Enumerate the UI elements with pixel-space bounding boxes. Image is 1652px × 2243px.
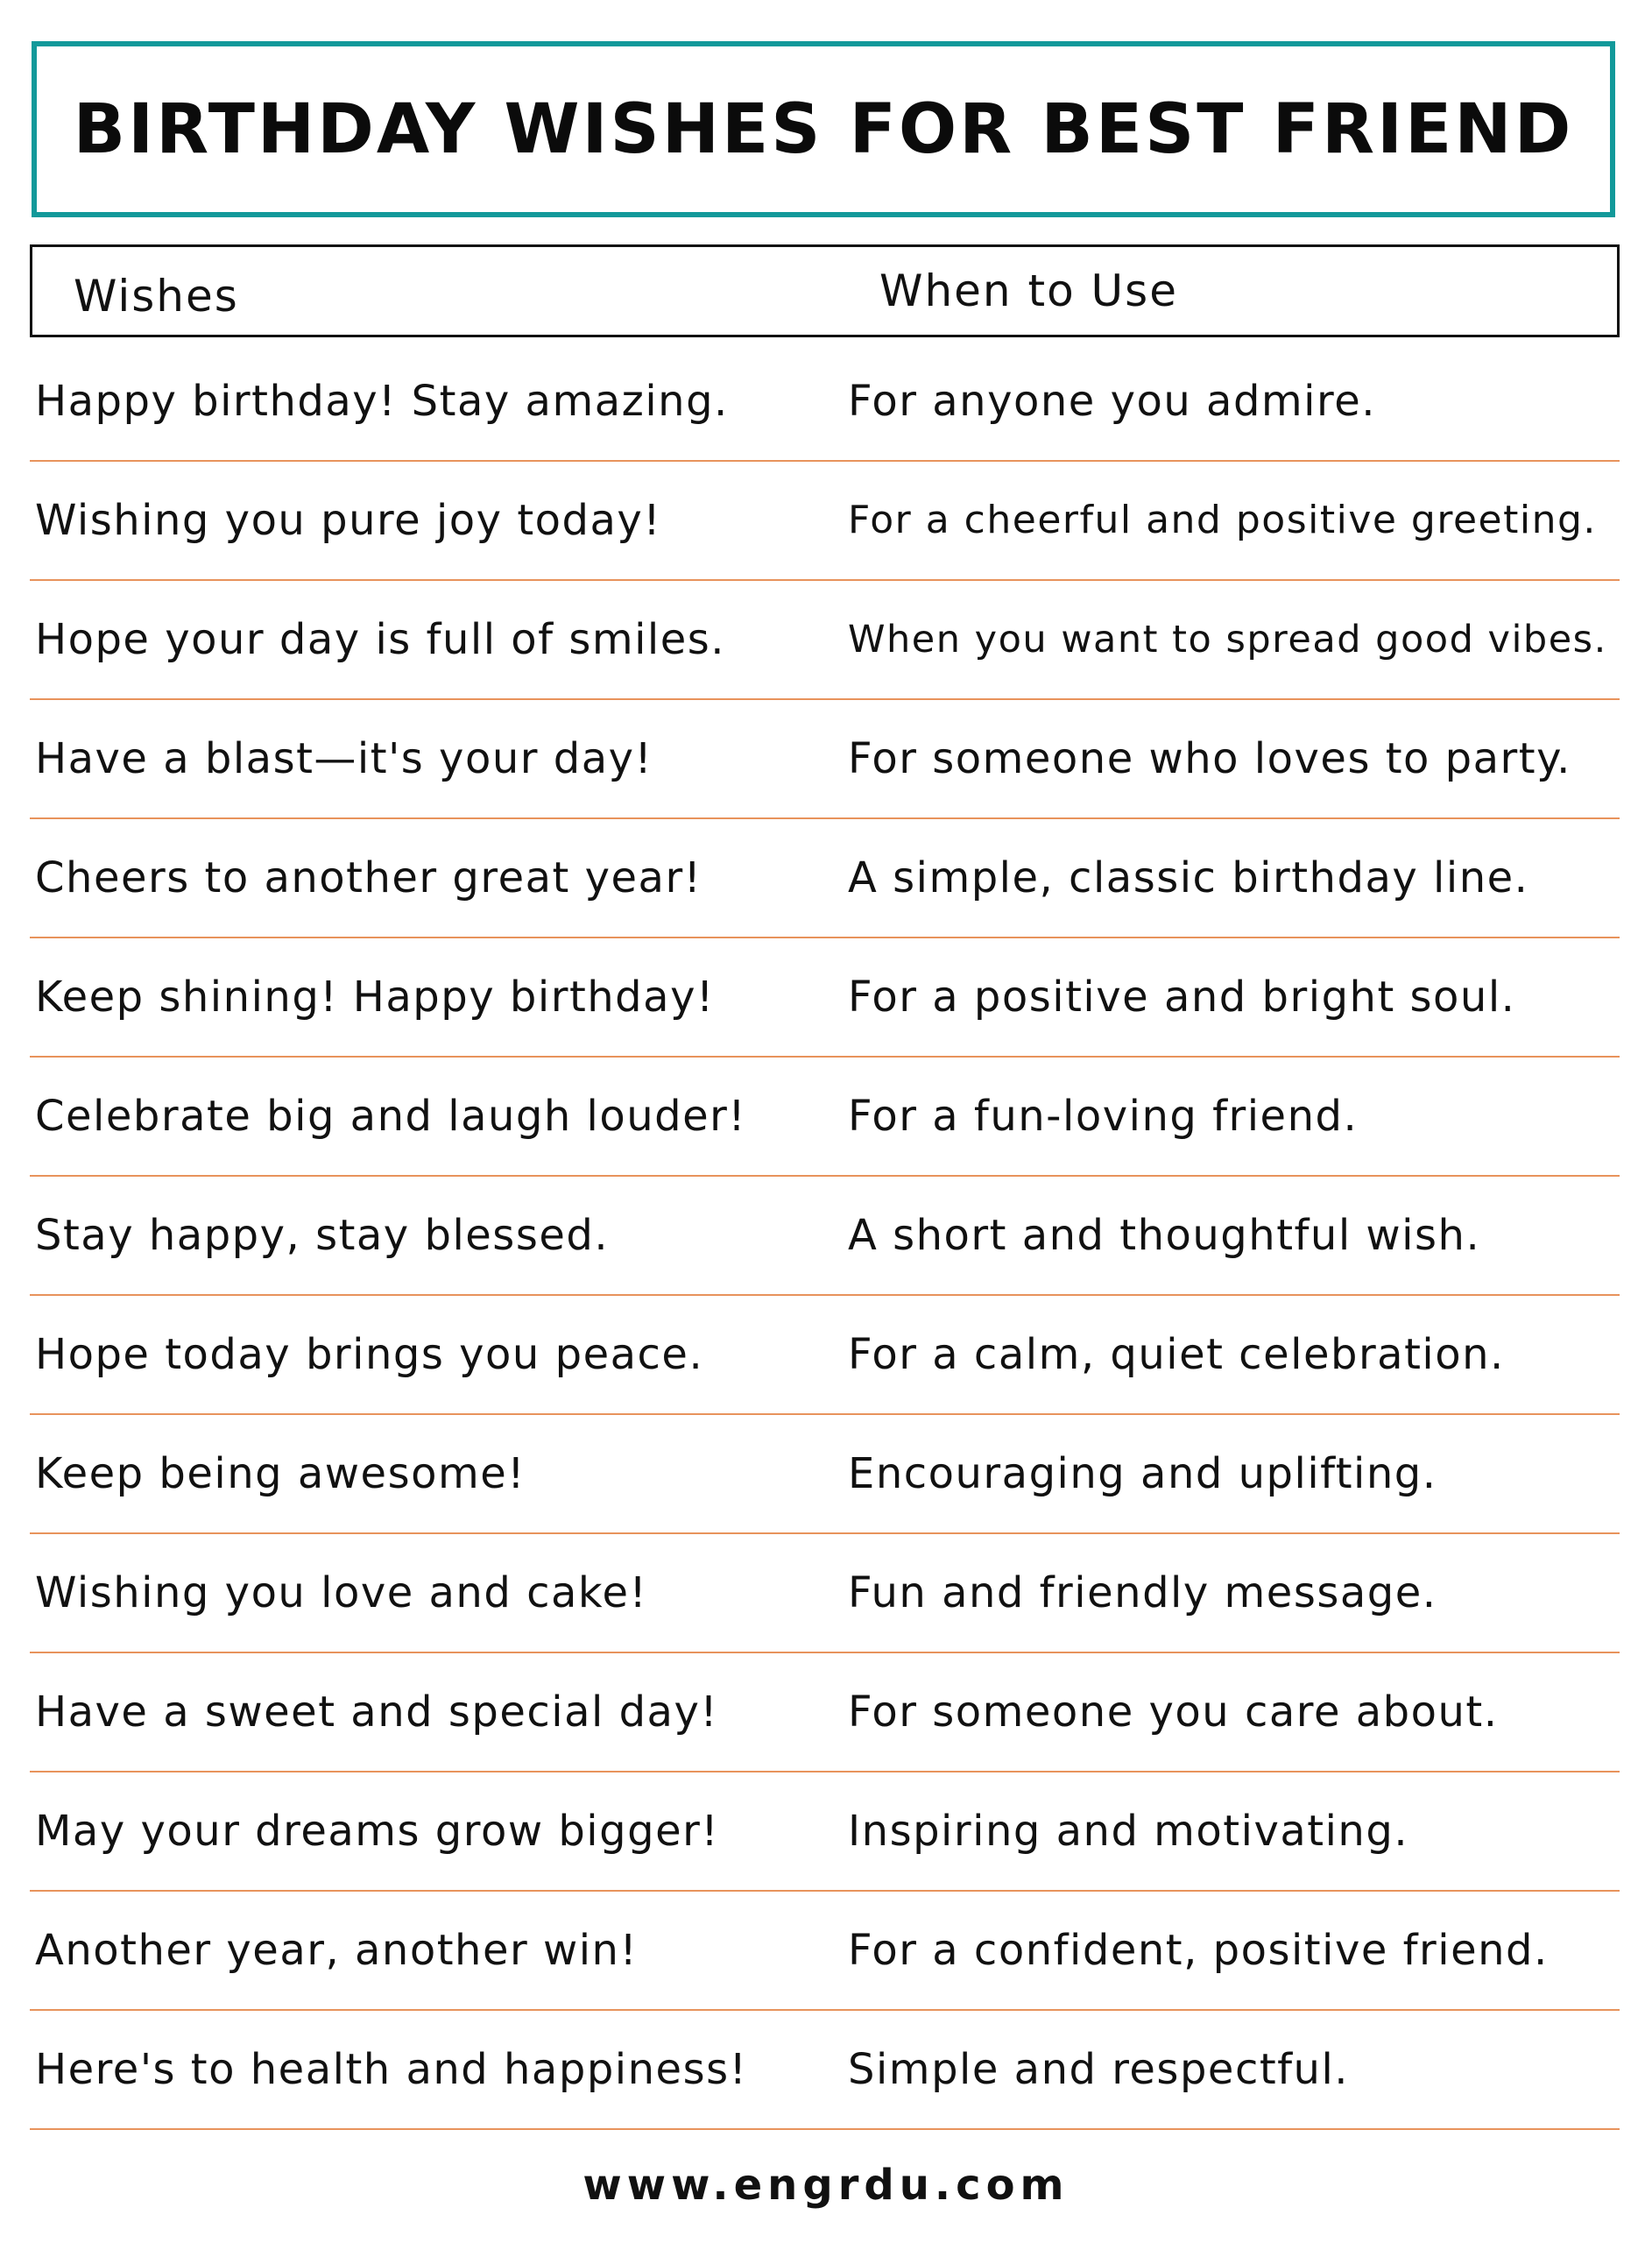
table-row	[30, 462, 1620, 581]
table-row	[30, 581, 1620, 700]
table-row	[30, 1296, 1620, 1415]
when-to-use-cell: A short and thoughtful wish.	[848, 1211, 1481, 1260]
wish-cell: Here's to health and happiness!	[35, 2045, 748, 2094]
wish-cell: Celebrate big and laugh louder!	[35, 1092, 747, 1141]
table-row	[30, 1534, 1620, 1653]
wish-cell: Keep being awesome!	[35, 1449, 526, 1498]
table-row	[30, 938, 1620, 1058]
table-header	[30, 244, 1620, 337]
wish-cell: Another year, another win!	[35, 1926, 639, 1975]
table-row	[30, 343, 1620, 462]
wish-cell: Wishing you love and cake!	[35, 1568, 648, 1617]
when-to-use-cell: For a confident, positive friend.	[848, 1926, 1549, 1975]
when-to-use-cell: For a positive and bright soul.	[848, 973, 1516, 1022]
wish-cell: Wishing you pure joy today!	[35, 496, 662, 545]
wish-cell: Cheers to another great year!	[35, 853, 702, 902]
when-to-use-cell: For anyone you admire.	[848, 377, 1376, 426]
when-to-use-cell: A simple, classic birthday line.	[848, 853, 1529, 902]
wish-cell: Hope today brings you peace.	[35, 1330, 704, 1379]
table-body	[30, 343, 1620, 2130]
wish-cell: Hope your day is full of smiles.	[35, 615, 726, 664]
table-row	[30, 1415, 1620, 1534]
table-row	[30, 1177, 1620, 1296]
table-row	[30, 2011, 1620, 2130]
wish-cell: Keep shining! Happy birthday!	[35, 973, 715, 1022]
table-row	[30, 819, 1620, 938]
when-to-use-cell: For a calm, quiet celebration.	[848, 1330, 1505, 1379]
table-row	[30, 1892, 1620, 2011]
wish-cell: May your dreams grow bigger!	[35, 1807, 720, 1856]
wish-cell: Happy birthday! Stay amazing.	[35, 377, 729, 426]
wish-cell: Stay happy, stay blessed.	[35, 1211, 610, 1260]
when-to-use-cell: Encouraging and uplifting.	[848, 1449, 1437, 1498]
when-to-use-cell: Inspiring and motivating.	[848, 1807, 1409, 1856]
when-to-use-cell: When you want to spread good vibes.	[848, 618, 1607, 662]
table-row	[30, 1653, 1620, 1772]
page-title: BIRTHDAY WISHES FOR BEST FRIEND	[73, 89, 1574, 169]
wish-cell: Have a blast—it's your day!	[35, 734, 653, 783]
table-row	[30, 700, 1620, 819]
table-row	[30, 1058, 1620, 1177]
when-to-use-cell: Simple and respectful.	[848, 2045, 1350, 2094]
table-row	[30, 1772, 1620, 1892]
when-to-use-cell: For a fun-loving friend.	[848, 1092, 1359, 1141]
footer-website: www.engrdu.com	[582, 2161, 1070, 2210]
when-to-use-cell: For someone who loves to party.	[848, 734, 1571, 783]
when-to-use-cell: Fun and friendly message.	[848, 1568, 1437, 1617]
wish-cell: Have a sweet and special day!	[35, 1688, 719, 1737]
column-header-when-to-use: When to Use	[879, 265, 1178, 316]
column-header-wishes: Wishes	[74, 271, 239, 322]
when-to-use-cell: For someone you care about.	[848, 1688, 1499, 1737]
when-to-use-cell: For a cheerful and positive greeting.	[848, 498, 1597, 542]
title-box	[32, 41, 1615, 217]
